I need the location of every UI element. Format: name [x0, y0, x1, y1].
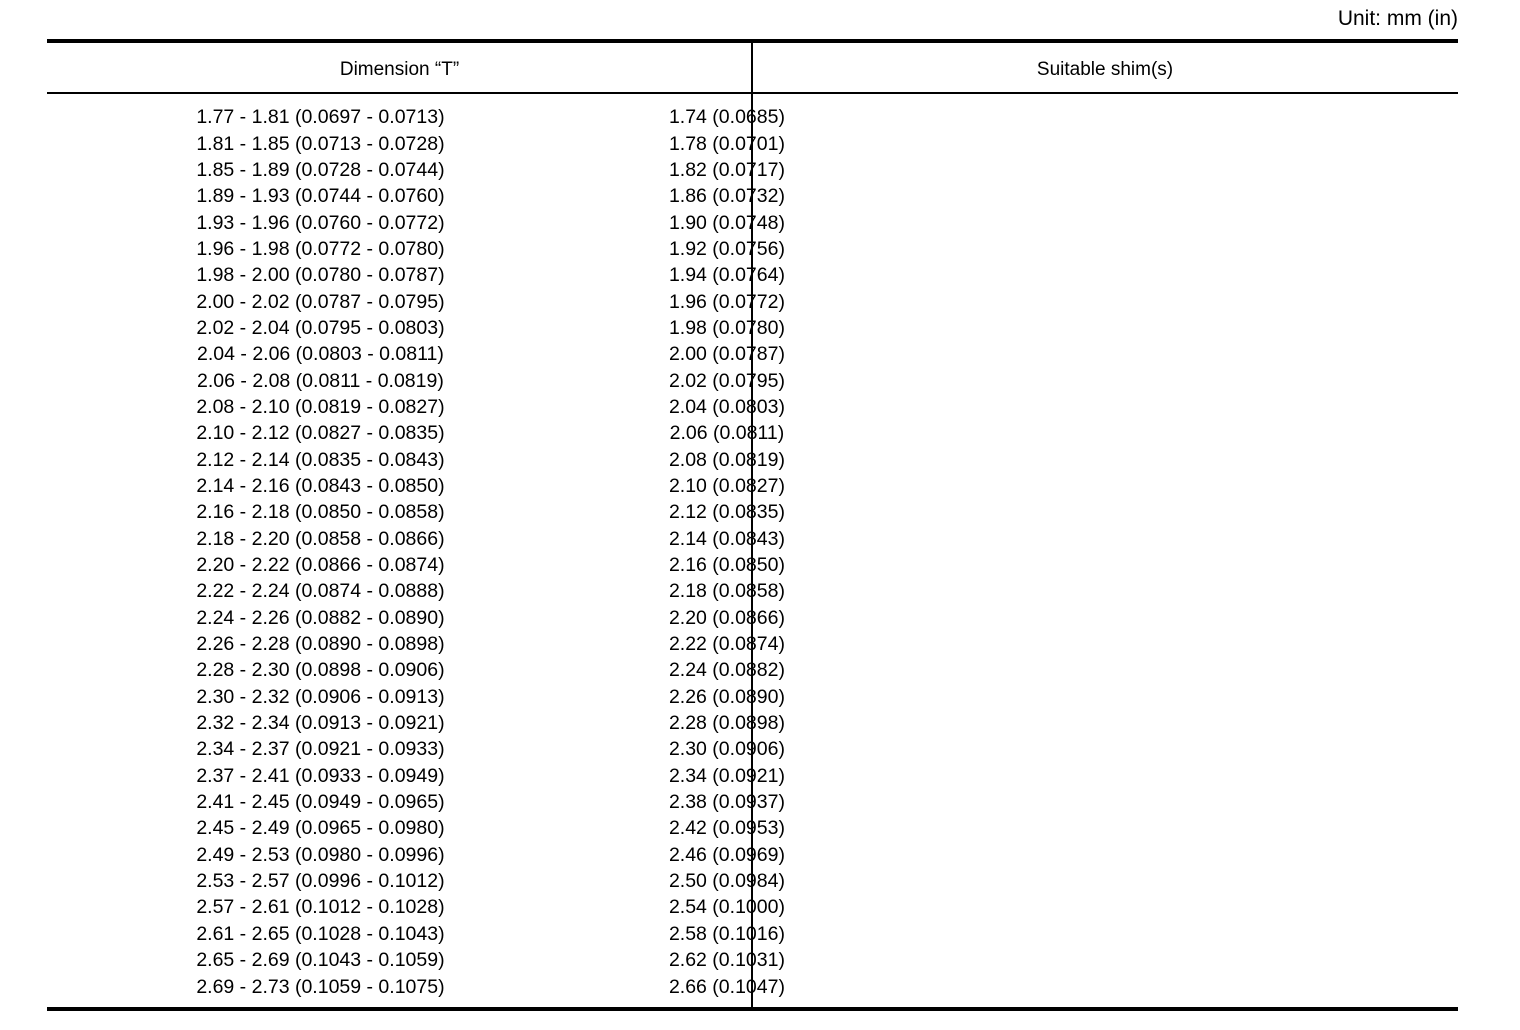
- table-row: [47, 947, 1458, 973]
- dimension-cell: 2.69 - 2.73 (0.1059 - 0.1075): [196, 975, 445, 998]
- shim-cell: 2.66 (0.1047): [668, 975, 785, 998]
- dimension-cell: 2.49 - 2.53 (0.0980 - 0.0996): [196, 843, 445, 866]
- shim-cell: 2.24 (0.0882): [668, 659, 785, 682]
- dimension-cell: 2.14 - 2.16 (0.0843 - 0.0850): [196, 474, 445, 497]
- shim-cell: 2.22 (0.0874): [668, 633, 785, 656]
- dimension-cell: 2.53 - 2.57 (0.0996 - 0.1012): [196, 870, 445, 893]
- table-row: [47, 499, 1458, 525]
- table-row: [47, 157, 1458, 183]
- shim-cell: 2.10 (0.0827): [668, 474, 785, 497]
- table-body: [47, 104, 1458, 1000]
- shim-cell: 2.14 (0.0843): [668, 527, 785, 550]
- dimension-cell: 2.00 - 2.02 (0.0787 - 0.0795): [196, 290, 445, 313]
- shim-cell: 2.00 (0.0787): [668, 343, 785, 366]
- dimension-cell: 2.24 - 2.26 (0.0882 - 0.0890): [196, 606, 445, 629]
- table-row: [47, 209, 1458, 235]
- shim-cell: 2.12 (0.0835): [668, 501, 785, 524]
- dimension-cell: 1.93 - 1.96 (0.0760 - 0.0772): [196, 211, 445, 234]
- table-row: [47, 183, 1458, 209]
- shim-cell: 2.28 (0.0898): [668, 712, 785, 735]
- shim-cell: 2.02 (0.0795): [668, 369, 785, 392]
- shim-cell: 2.18 (0.0858): [668, 580, 785, 603]
- table-row: [47, 130, 1458, 156]
- dimension-cell: 2.30 - 2.32 (0.0906 - 0.0913): [196, 685, 445, 708]
- shim-cell: 2.58 (0.1016): [668, 922, 785, 945]
- table-row: [47, 473, 1458, 499]
- table-row: [47, 842, 1458, 868]
- dimension-cell: 1.81 - 1.85 (0.0713 - 0.0728): [196, 132, 445, 155]
- dimension-cell: 2.26 - 2.28 (0.0890 - 0.0898): [196, 633, 445, 656]
- table-row: [47, 631, 1458, 657]
- shim-cell: 1.74 (0.0685): [668, 106, 785, 129]
- table-row: [47, 104, 1458, 130]
- table-row: [47, 789, 1458, 815]
- shim-cell: 1.82 (0.0717): [668, 158, 785, 181]
- dimension-cell: 1.89 - 1.93 (0.0744 - 0.0760): [196, 185, 445, 208]
- dimension-cell: 2.06 - 2.08 (0.0811 - 0.0819): [197, 369, 444, 392]
- table-row: [47, 262, 1458, 288]
- table-row: [47, 341, 1458, 367]
- shim-cell: 2.62 (0.1031): [668, 949, 785, 972]
- table-row: [47, 394, 1458, 420]
- dimension-cell: 2.41 - 2.45 (0.0949 - 0.0965): [196, 791, 445, 814]
- table-row: [47, 578, 1458, 604]
- table-row: [47, 973, 1458, 999]
- table-row: [47, 552, 1458, 578]
- table-row: [47, 605, 1458, 631]
- dimension-cell: 2.08 - 2.10 (0.0819 - 0.0827): [196, 395, 445, 418]
- dimension-cell: 2.37 - 2.41 (0.0933 - 0.0949): [196, 764, 445, 787]
- dimension-cell: 2.04 - 2.06 (0.0803 - 0.0811): [197, 343, 444, 366]
- dimension-cell: 2.57 - 2.61 (0.1012 - 0.1028): [196, 896, 445, 919]
- shim-cell: 2.16 (0.0850): [668, 554, 785, 577]
- dimension-cell: 2.10 - 2.12 (0.0827 - 0.0835): [196, 422, 445, 445]
- dimension-cell: 1.98 - 2.00 (0.0780 - 0.0787): [196, 264, 445, 287]
- table-row: [47, 684, 1458, 710]
- shim-cell: 1.86 (0.0732): [668, 185, 785, 208]
- shim-cell: 2.26 (0.0890): [668, 685, 785, 708]
- shim-cell: 1.78 (0.0701): [668, 132, 785, 155]
- dimension-cell: 2.16 - 2.18 (0.0850 - 0.0858): [196, 501, 445, 524]
- dimension-cell: 2.20 - 2.22 (0.0866 - 0.0874): [196, 554, 445, 577]
- shim-cell: 1.92 (0.0756): [668, 237, 785, 260]
- table-row: [47, 367, 1458, 393]
- shim-cell: 2.46 (0.0969): [668, 843, 785, 866]
- shim-cell: 2.54 (0.1000): [668, 896, 785, 919]
- shim-cell: 2.50 (0.0984): [668, 870, 785, 893]
- shim-cell: 1.94 (0.0764): [668, 264, 785, 287]
- shim-cell: 2.30 (0.0906): [668, 738, 785, 761]
- shim-cell: 2.38 (0.0937): [668, 791, 785, 814]
- table-row: [47, 657, 1458, 683]
- table-row: [47, 921, 1458, 947]
- dimension-cell: 2.61 - 2.65 (0.1028 - 0.1043): [196, 922, 445, 945]
- unit-note: Unit: mm (in): [1337, 7, 1458, 30]
- table-row: [47, 868, 1458, 894]
- dimension-cell: 2.45 - 2.49 (0.0965 - 0.0980): [196, 817, 445, 840]
- column-header-dimension: Dimension “T”: [339, 58, 460, 80]
- table-row: [47, 420, 1458, 446]
- table-row: [47, 446, 1458, 472]
- table-row: [47, 736, 1458, 762]
- table-row: [47, 710, 1458, 736]
- table-row: [47, 763, 1458, 789]
- table-row: [47, 236, 1458, 262]
- dimension-cell: 2.28 - 2.30 (0.0898 - 0.0906): [196, 659, 445, 682]
- shim-cell: 1.90 (0.0748): [668, 211, 785, 234]
- shim-cell: 2.42 (0.0953): [668, 817, 785, 840]
- shim-cell: 1.98 (0.0780): [668, 316, 785, 339]
- table-row: [47, 288, 1458, 314]
- table-header-row: [47, 43, 1458, 94]
- column-header-shim: Suitable shim(s): [1036, 58, 1174, 80]
- dimension-cell: 2.34 - 2.37 (0.0921 - 0.0933): [196, 738, 445, 761]
- shim-cell: 2.04 (0.0803): [668, 395, 785, 418]
- shim-cell: 2.20 (0.0866): [668, 606, 785, 629]
- shim-cell: 2.06 (0.0811): [669, 422, 785, 445]
- table-row: [47, 815, 1458, 841]
- dimension-cell: 2.22 - 2.24 (0.0874 - 0.0888): [196, 580, 445, 603]
- dimension-cell: 2.65 - 2.69 (0.1043 - 0.1059): [196, 949, 445, 972]
- dimension-cell: 1.96 - 1.98 (0.0772 - 0.0780): [196, 237, 445, 260]
- shim-cell: 1.96 (0.0772): [668, 290, 785, 313]
- shim-selection-table: [47, 39, 1458, 1011]
- dimension-cell: 1.85 - 1.89 (0.0728 - 0.0744): [196, 158, 445, 181]
- shim-cell: 2.08 (0.0819): [668, 448, 785, 471]
- shim-cell: 2.34 (0.0921): [668, 764, 785, 787]
- table-row: [47, 315, 1458, 341]
- dimension-cell: 1.77 - 1.81 (0.0697 - 0.0713): [196, 106, 445, 129]
- dimension-cell: 2.02 - 2.04 (0.0795 - 0.0803): [196, 316, 445, 339]
- table-row: [47, 894, 1458, 920]
- dimension-cell: 2.18 - 2.20 (0.0858 - 0.0866): [196, 527, 445, 550]
- table-row: [47, 526, 1458, 552]
- dimension-cell: 2.32 - 2.34 (0.0913 - 0.0921): [196, 712, 445, 735]
- dimension-cell: 2.12 - 2.14 (0.0835 - 0.0843): [196, 448, 445, 471]
